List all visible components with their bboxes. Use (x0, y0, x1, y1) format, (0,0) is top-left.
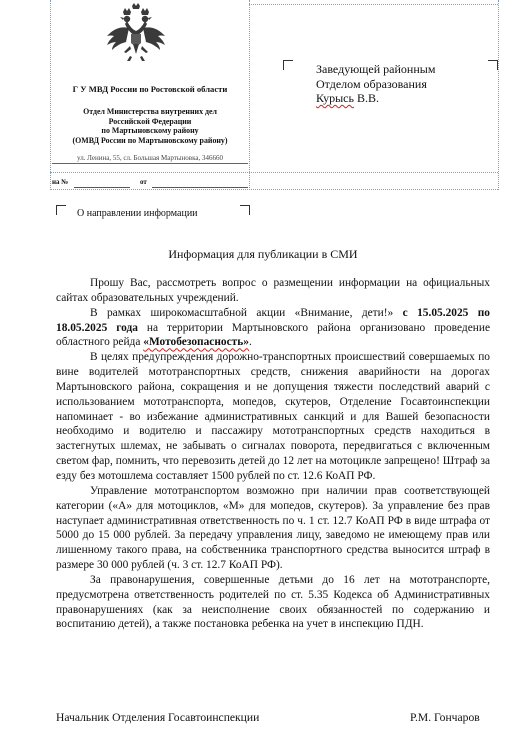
letterhead-department-line: (ОМВД России по Мартыновскому району) (72, 135, 228, 145)
addressee-block (316, 62, 435, 106)
body-paragraph (56, 306, 490, 351)
body-text: . (248, 336, 252, 349)
addressee-line (316, 91, 435, 106)
form-guide-right (498, 0, 499, 190)
double-headed-eagle-emblem-icon (103, 2, 169, 68)
form-guide-row-top (50, 172, 498, 173)
addressee-line: Заведующей районным (316, 62, 436, 76)
subject-corner-right (240, 205, 250, 215)
addressee-corner-right (488, 60, 498, 70)
number-label: на № (52, 178, 69, 186)
letterhead-address: ул. Ленина, 55, сл. Большая Мартыновка, 346660 (77, 154, 223, 162)
letterhead-main: Г У МВД России по Ростовской области (72, 84, 228, 94)
addressee-surname: Курысь (316, 91, 354, 106)
body-paragraph: За правонарушения, совершенные детьми до 16 лет на мототранспорте, предусмотрена ответственность родителей по ст. 5.35 Кодекса об Административных правонарушениях (как за неисполнение своих обязанностей по содержанию и воспитанию детей), а также постановка ребенка на учет в инспекцию ПДН. (56, 573, 490, 631)
form-guide-row-bottom (50, 189, 498, 190)
form-guide-left (50, 0, 51, 190)
document-heading: Информация для публикации в СМИ (168, 247, 358, 261)
body-text: В рамках широкомасштабной акции «Внимание, дети!» (90, 306, 403, 319)
date-field (152, 187, 248, 188)
subject-line: О направлении информации (77, 208, 198, 219)
form-guide-top (249, 4, 498, 5)
body-paragraph: Управление мототранспортом возможно при наличии прав соответствующей категории («А» для мотоциклов, «М» для мопедов, скутеров). За управление без прав наступает административная ответственность по ч. 1 ст. 12.7 КоАП РФ в виде штрафа от 5000 до 15 000 рублей. За передачу управления лицу, заведомо не имеющему прав или лишенному такого права, на собственника транспортного средства выносится штраф в размере 30 000 рублей (ч. 3 ст. 12.7 КоАП РФ). (56, 484, 490, 572)
body-paragraph: Прошу Вас, рассмотреть вопрос о размещении информации на официальных сайтах образовательных учреждений. (56, 277, 490, 304)
number-field (74, 187, 130, 188)
subject-corner-left (56, 205, 66, 215)
body-paragraph: В целях предупреждения дорожно-транспортных происшествий совершаемых по вине водителей мототранспортных средств, снижения аварийности на дорогах Мартыновского района, сокращения и не допущения тяжести последствий аварий с использованием мототранспорта, мопедов, скутеров, Отделение Госавтоинспекции напоминает - во избежание административных санкций и для Вашей безопасности необходимо и водителю и пассажиру мототранспортных средств находиться в застегнутых шлемах, не забывать о сигналах поворота, передвигаться с включенным светом фар, помнить, что перевозить детей до 12 лет на мотоцикле запрещено! Штраф за езду без мотошлема составляет 1500 рублей по ст. 12.6 КоАП РФ. (56, 351, 490, 482)
letterhead-department-line: по Мартыновскому району (101, 126, 199, 136)
form-guide-center (249, 0, 250, 190)
letterhead-department-line: Отдел Министерства внутренних дел (83, 107, 217, 116)
addressee-line: Отделом образования (316, 76, 427, 91)
addressee-corner-left (283, 60, 293, 70)
raid-name: «Мотобезопасность» (143, 336, 249, 349)
date-label: от (140, 178, 147, 186)
letterhead-department (52, 107, 248, 145)
body-text: на территории Мартыновского района организовано проведение областного рейда (56, 321, 490, 349)
address-underline (52, 163, 248, 164)
addressee-initials: В.В. (353, 91, 379, 106)
letterhead-department-line: Российской Федерации (108, 116, 192, 126)
letter-body (56, 276, 490, 632)
action-dates: с 15.05.2025 по 18.05.2025 года (56, 306, 490, 334)
signature-position: Начальник Отделения Госавтоинспекции (56, 711, 260, 724)
signature-name: Р.М. Гончаров (410, 711, 480, 724)
